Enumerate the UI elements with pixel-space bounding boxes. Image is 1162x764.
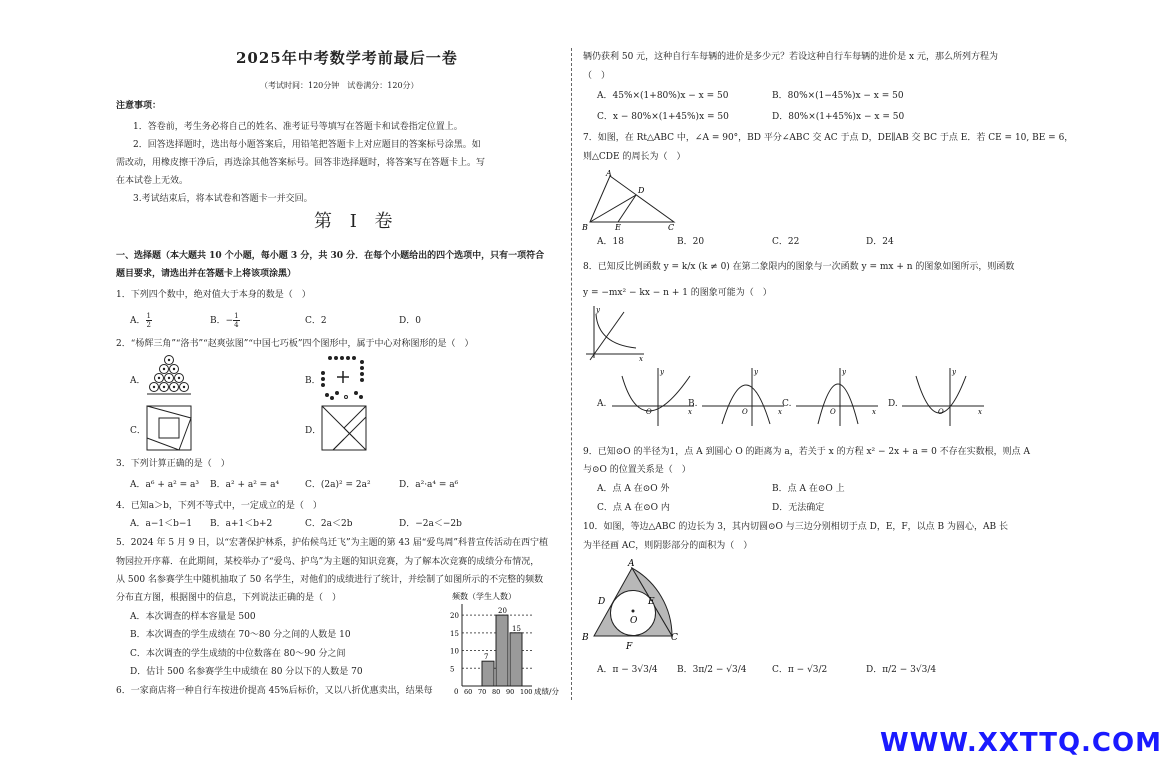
q10-stem-line: 10．如图，等边△ABC 的边长为 3，其内切圆⊙O 与三边分别相切于点 D，E，F，以点 B 为圆心，AB 长 bbox=[583, 522, 1008, 532]
fraction bbox=[233, 312, 239, 329]
q10-triangle-figure bbox=[578, 556, 684, 652]
q8-stem-line: 8．已知反比例函数 y = k/x (k ≠ 0) 在第二象限内的图象与一次函数 y = mx + n 的图象如图所示，则函数 bbox=[583, 262, 1015, 272]
q5-option-d: D．估计 500 名参赛学生中成绩在 80 分以下的人数是 70 bbox=[130, 667, 363, 677]
x-tick-label: 100 bbox=[520, 688, 533, 696]
histogram-bar bbox=[510, 633, 522, 686]
q3-stem: 3．下列计算正确的是（ ） bbox=[116, 459, 230, 469]
q6-option-c: C．x − 80%×(1+45%)x = 50 bbox=[597, 112, 729, 122]
q10-stem-line: 为半径画 AC，则阴影部分的面积为（ ） bbox=[583, 541, 753, 551]
axis-y-label: y bbox=[660, 368, 664, 376]
q2-stem: 2．“杨辉三角”“洛书”“赵爽弦图”“中国七巧板”四个图形中，属于中心对称图形的是（ ） bbox=[116, 339, 474, 349]
q2-option-c: C． bbox=[130, 426, 146, 436]
q9-option-a: A．点 A 在⊙O 外 bbox=[597, 484, 670, 494]
q7-option-a: A．18 bbox=[597, 237, 624, 247]
numerator: 1 bbox=[146, 312, 151, 320]
q1-b-label: B． bbox=[210, 316, 226, 326]
q1-a-label: A． bbox=[130, 316, 146, 326]
minus-sign: − bbox=[225, 316, 234, 326]
q8-option-a-graph bbox=[610, 366, 696, 428]
q7-option-b: B．20 bbox=[677, 237, 705, 247]
q1-option-c: C．2 bbox=[305, 316, 327, 326]
q5-stem-line: 分布直方图，根据图中的信息，下列说法正确的是（ ） bbox=[116, 593, 342, 603]
q7-option-d: D．24 bbox=[866, 237, 894, 247]
tangram-figure bbox=[320, 404, 368, 452]
q2-option-b: B． bbox=[305, 376, 321, 386]
q8-option-d-graph bbox=[900, 366, 986, 428]
x-tick-label: 70 bbox=[478, 688, 487, 696]
q2-option-d: D． bbox=[305, 426, 322, 436]
q10-option-c: C．π − √3/2 bbox=[772, 665, 828, 675]
q6-option-d: D．80%×(1+45%)x − x = 50 bbox=[772, 112, 905, 122]
q3-option-a: A．a⁶ + a² = a³ bbox=[130, 480, 199, 490]
chart-title: 频数（学生人数） bbox=[452, 592, 516, 601]
q1-option-d: D．0 bbox=[399, 316, 421, 326]
q3-option-b: B．a² + a² = a⁴ bbox=[210, 480, 280, 490]
y-tick-label: 5 bbox=[450, 665, 455, 674]
denominator: 2 bbox=[146, 321, 151, 329]
q9-stem-line: 9．已知⊙O 的半径为1，点 A 到圆心 O 的距离为 a，若关于 x 的方程 x² − 2x + a = 0 不存在实数根，则点 A bbox=[583, 447, 1031, 457]
axis-x-label: x bbox=[688, 408, 692, 416]
origin-label: O bbox=[742, 408, 748, 416]
label-a: A bbox=[606, 169, 612, 178]
q8-option-b-graph bbox=[700, 366, 786, 428]
q5-histogram bbox=[440, 588, 568, 698]
q8-stem-line: y = −mx² − kx − n + 1 的图象可能为（ ） bbox=[583, 288, 772, 298]
q2-option-a: A． bbox=[130, 376, 146, 386]
q9-stem-line: 与⊙O 的位置关系是（ ） bbox=[583, 465, 691, 475]
origin-label: O bbox=[830, 408, 836, 416]
axis-y-label: y bbox=[842, 368, 846, 376]
q10-option-b: B．3π/2 − √3/4 bbox=[677, 665, 747, 675]
notice-heading: 注意事项： bbox=[116, 101, 162, 111]
notice-line: 在本试卷上无效。 bbox=[116, 176, 189, 186]
yanghui-triangle-figure bbox=[144, 354, 194, 402]
x-tick-label: 60 bbox=[464, 688, 473, 696]
q8-option-c-label: C. bbox=[782, 399, 792, 409]
section-heading: 一、选择题（本大题共 10 个小题，每小题 3 分，共 30 分．在每个小题给出的四个选项中，只有一项符合 bbox=[116, 251, 545, 261]
origin-label: 0 bbox=[454, 688, 459, 696]
column-divider bbox=[571, 48, 572, 700]
q7-stem-line: 则△CDE 的周长为（ ） bbox=[583, 152, 686, 162]
notice-line: 需改动，用橡皮擦干净后，再选涂其他答案标号。回答非选择题时，将答案写在答题卡上。写 bbox=[116, 158, 486, 168]
notice-line: 3.考试结束后，将本试卷和答题卡一并交回。 bbox=[133, 194, 313, 204]
exam-subtitle: （考试时间：120分钟 试卷满分：120分） bbox=[260, 81, 419, 90]
x-axis-label: 成绩/分 bbox=[534, 687, 560, 696]
numerator: 1 bbox=[234, 312, 239, 320]
axis-x-label: x bbox=[778, 408, 782, 416]
axis-y-label: y bbox=[754, 368, 758, 376]
label-e: E bbox=[615, 223, 621, 232]
q7-stem-line: 7．如图，在 Rt△ABC 中，∠A = 90°，BD 平分∠ABC 交 AC 于点 D，DE∥AB 交 BC 于点 E．若 CE = 10, BE = 6， bbox=[583, 133, 1074, 143]
q5-stem-line: 从 500 名参赛学生中随机抽取了 50 名学生，对他们的成绩进行了统计，并绘制了如图所示的不完整的频数 bbox=[116, 575, 544, 585]
label-d: D bbox=[598, 597, 606, 607]
notice-line: 2．回答选择题时，选出每小题答案后，用铅笔把答题卡上对应题目的答案标号涂黑。如 bbox=[133, 140, 481, 150]
q5-option-b: B．本次调查的学生成绩在 70～80 分之间的人数是 10 bbox=[130, 630, 351, 640]
x-tick-label: 80 bbox=[492, 688, 501, 696]
q8-option-d-label: D. bbox=[888, 399, 898, 409]
label-b: B bbox=[582, 223, 588, 232]
q5-stem-line: 5．2024 年 5 月 9 日，以“宏著保护林系，护佑候鸟迁飞”为主题的第 43 届“爱鸟周”科普宣传活动在西宁植 bbox=[116, 538, 548, 548]
axis-x-label: x bbox=[978, 408, 982, 416]
q10-option-d: D．π/2 − 3√3/4 bbox=[866, 665, 937, 675]
q6-cont-line: （ ） bbox=[583, 71, 611, 81]
histogram-bar bbox=[482, 661, 494, 686]
x-tick-label: 90 bbox=[506, 688, 515, 696]
label-e: E bbox=[648, 597, 655, 607]
denominator: 4 bbox=[234, 321, 239, 329]
q4-option-a: A．a−1＜b−1 bbox=[130, 519, 193, 529]
watermark-url[interactable]: WWW.XXTTQ.COM bbox=[880, 728, 1162, 758]
q7-triangle-figure bbox=[578, 166, 684, 232]
bar-data-label: 15 bbox=[512, 624, 521, 633]
q4-option-b: B．a+1＜b+2 bbox=[210, 519, 273, 529]
q10-option-a: A．π − 3√3/4 bbox=[597, 665, 658, 675]
q3-option-d: D．a²·a⁴ = a⁶ bbox=[399, 480, 459, 490]
q6-option-a: A．45%×(1+80%)x − x = 50 bbox=[597, 91, 729, 101]
zhaoshuang-figure bbox=[145, 404, 193, 452]
q5-stem-line: 物园拉开序幕．在此期间，某校举办了“爱鸟、护鸟”为主题的知识竞赛，为了解本次竞赛的成绩分布情况， bbox=[116, 557, 540, 567]
q8-option-b-label: B. bbox=[688, 399, 698, 409]
bar-data-label: 20 bbox=[498, 607, 507, 616]
q3-option-c: C．(2a)² = 2a² bbox=[305, 480, 371, 490]
axis-y-label: y bbox=[596, 306, 600, 314]
label-o: O bbox=[630, 616, 638, 626]
q1-option-a bbox=[130, 312, 152, 329]
label-b: B bbox=[582, 633, 589, 643]
q5-option-c: C．本次调查的学生成绩的中位数落在 80～90 分之间 bbox=[130, 649, 346, 659]
q1-stem: 1．下列四个数中，绝对值大于本身的数是（ ） bbox=[116, 290, 311, 300]
luoshu-figure bbox=[318, 353, 368, 403]
axis-x-label: x bbox=[639, 355, 643, 363]
fraction bbox=[146, 312, 152, 329]
q8-option-c-graph bbox=[794, 366, 880, 428]
bar-data-label: 7 bbox=[484, 653, 489, 662]
y-tick-label: 10 bbox=[450, 647, 459, 656]
axis-x-label: x bbox=[872, 408, 876, 416]
section-heading: 题目要求，请选出并在答题卡上将该项涂黑） bbox=[116, 269, 297, 279]
label-d: D bbox=[638, 186, 645, 195]
q1-option-b bbox=[210, 312, 240, 329]
histogram-bar bbox=[496, 615, 508, 686]
q9-option-b: B．点 A 在⊙O 上 bbox=[772, 484, 845, 494]
q4-stem: 4．已知a＞b，下列不等式中，一定成立的是（ ） bbox=[116, 501, 322, 511]
axis-y-label: y bbox=[952, 368, 956, 376]
exam-title: 2025年中考数学考前最后一卷 bbox=[236, 49, 458, 67]
q4-option-d: D．−2a＜−2b bbox=[399, 519, 462, 529]
q5-option-a: A．本次调查的样本容量是 500 bbox=[130, 612, 256, 622]
q6-cont-line: 辆仍获利 50 元，这种自行车每辆的进价是多少元？若设这种自行车每辆的进价是 x 元，那么所列方程为 bbox=[583, 52, 998, 62]
q7-option-c: C．22 bbox=[772, 237, 800, 247]
y-tick-label: 20 bbox=[450, 612, 459, 621]
origin-label: O bbox=[646, 408, 652, 416]
q9-option-d: D．无法确定 bbox=[772, 503, 825, 513]
label-c: C bbox=[668, 223, 675, 232]
q8-given-graph bbox=[584, 304, 646, 362]
y-tick-label: 15 bbox=[450, 629, 459, 638]
origin-label: O bbox=[938, 408, 944, 416]
q9-option-c: C．点 A 在⊙O 内 bbox=[597, 503, 670, 513]
q6-option-b: B．80%×(1−45%)x − x = 50 bbox=[772, 91, 904, 101]
label-c: C bbox=[671, 633, 678, 643]
q8-option-a-label: A. bbox=[597, 399, 607, 409]
label-f: F bbox=[626, 642, 633, 652]
volume-heading: 第 I 卷 bbox=[314, 211, 399, 232]
q6-stem-line: 6．一家商店将一种自行车按进价提高 45%后标价，又以八折优惠卖出，结果每 bbox=[116, 686, 433, 696]
q4-option-c: C．2a＜2b bbox=[305, 519, 353, 529]
notice-line: 1．答卷前，考生务必将自己的姓名、准考证号等填写在答题卡和试卷指定位置上。 bbox=[133, 122, 463, 132]
label-a: A bbox=[628, 559, 635, 569]
